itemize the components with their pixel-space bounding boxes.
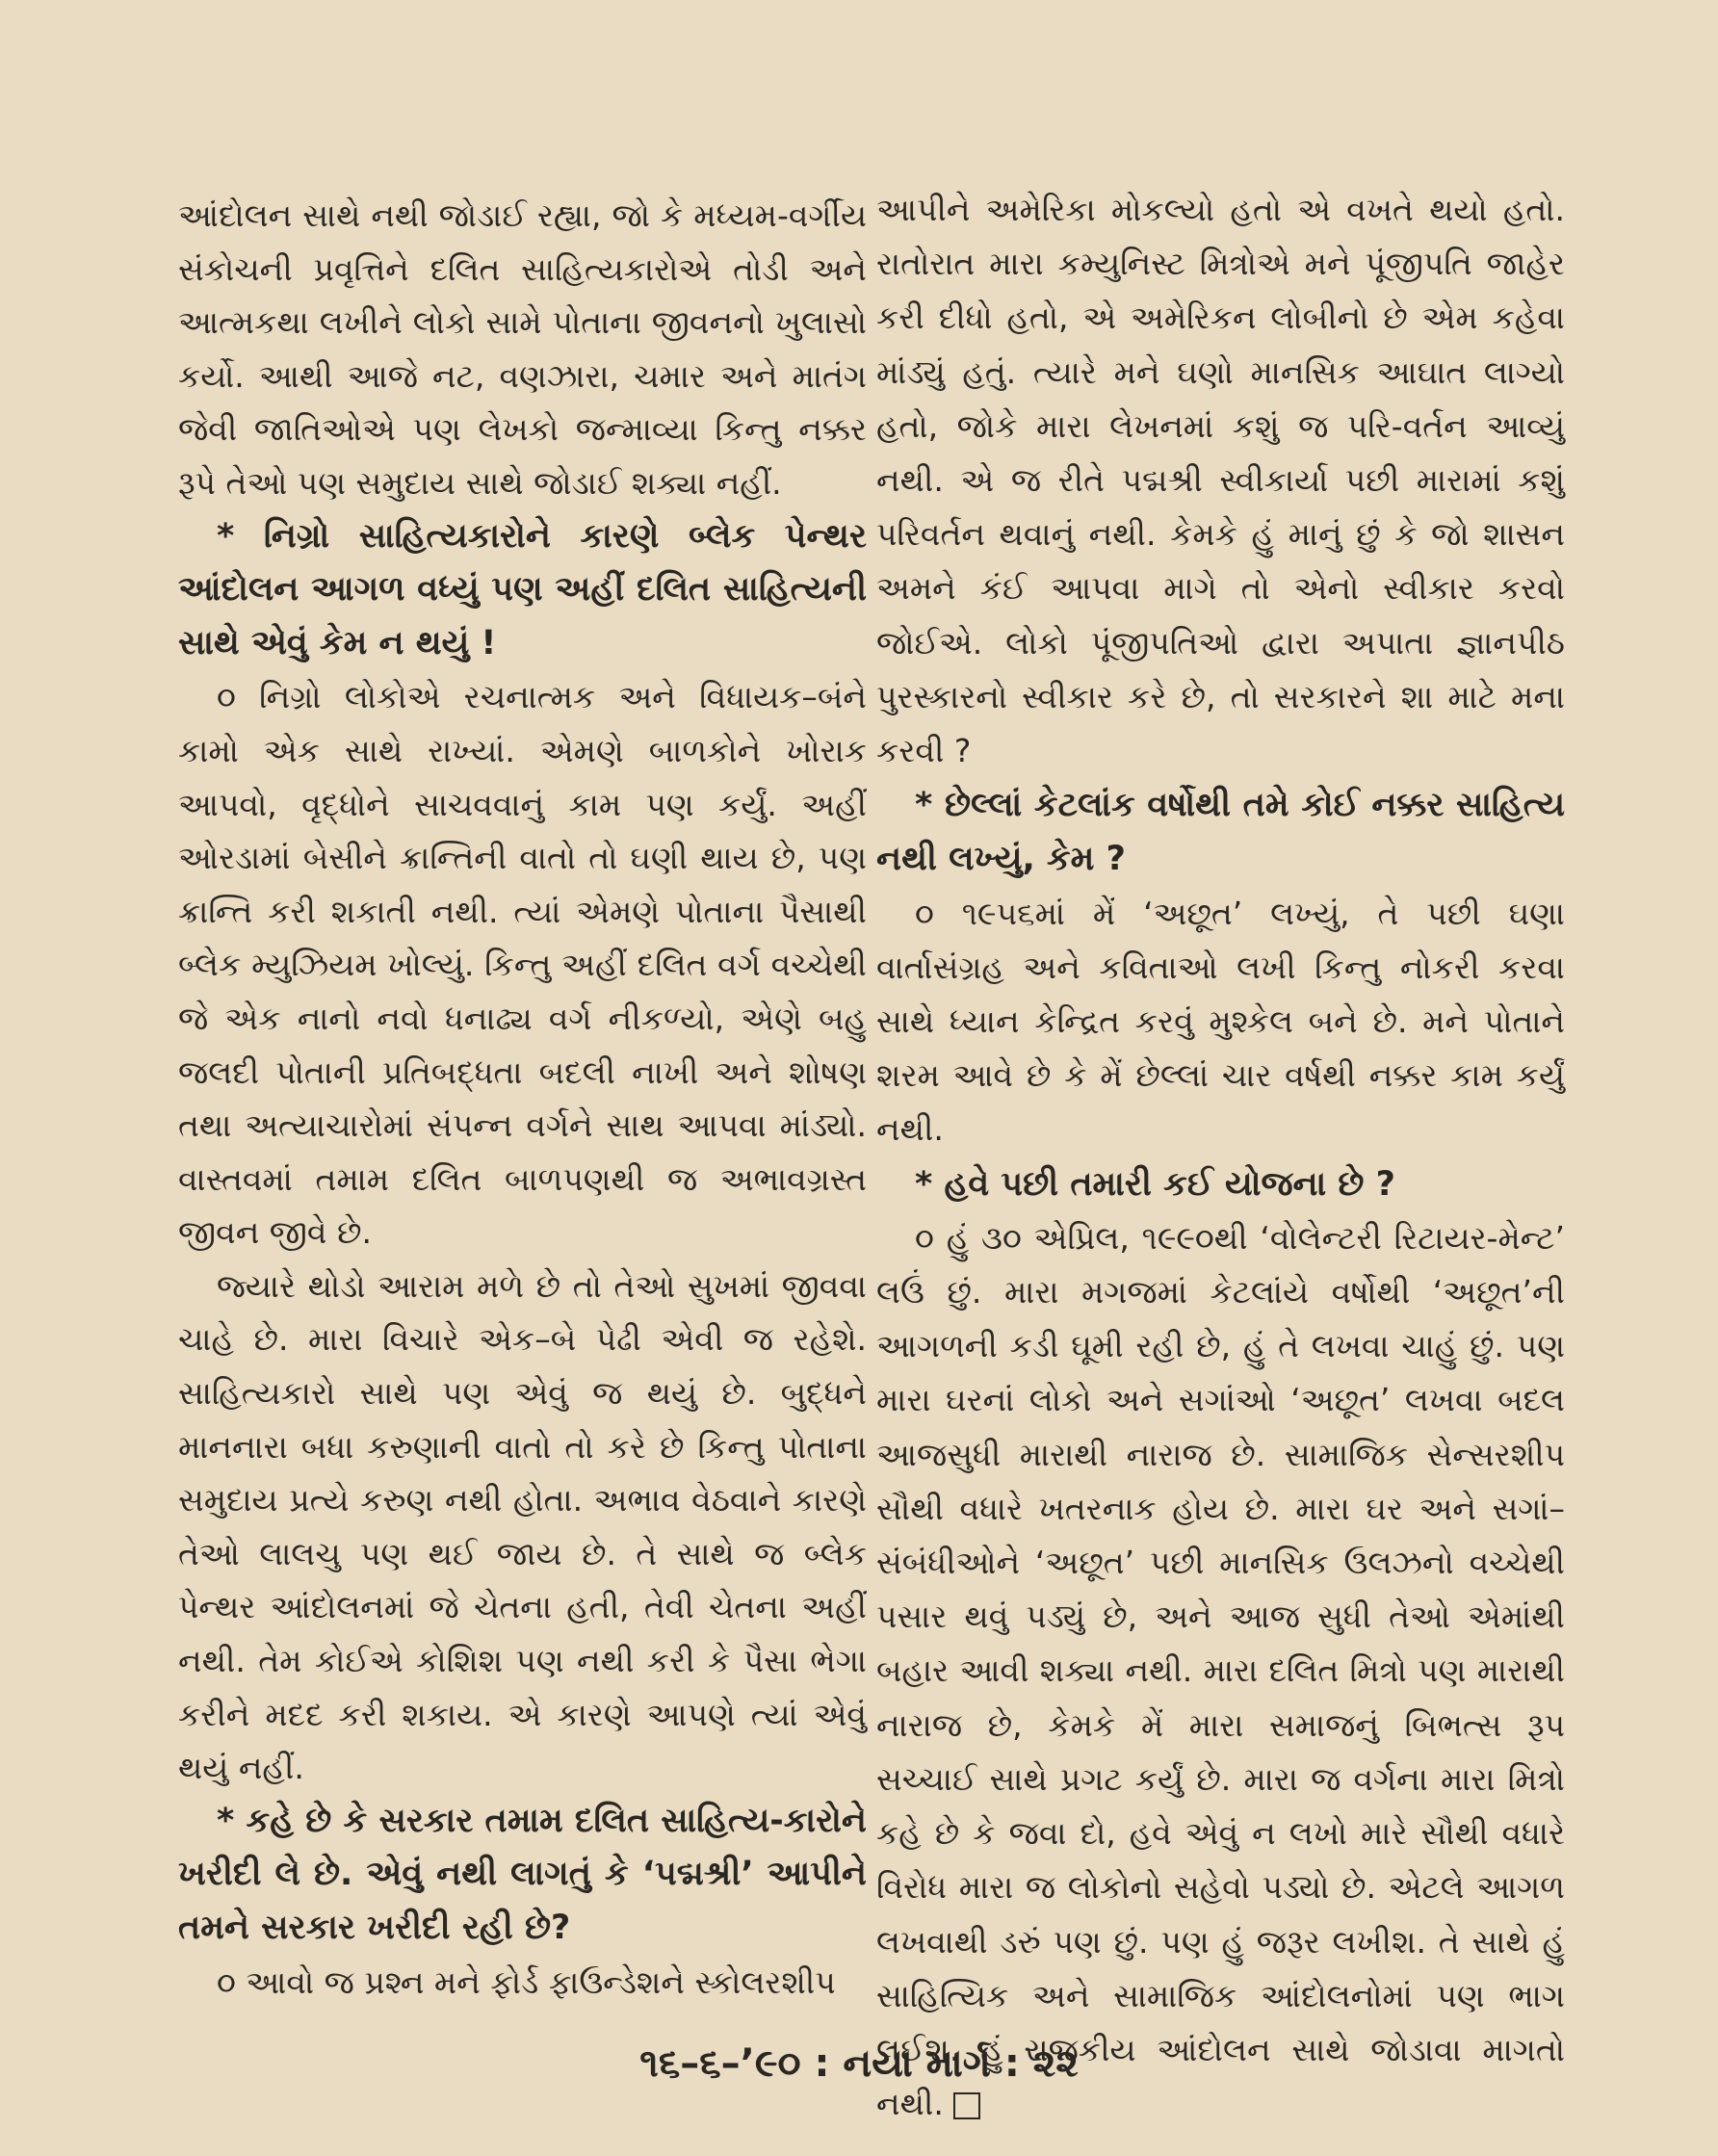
answer-paragraph: જ્યારે થોડો આરામ મળે છે તો તેઓ સુખમાં જીવવા ચાહે છે. મારા વિચારે એક–બે પેઢી એવી જ રહેશે. સાહિત્યકારો સાથે પણ એવું જ થયું છે. બુદ્ધને માનનારા બધા કરુણાની વાતો તો કરે છે કિન્તુ પોતાના સમુદાય પ્રત્યે કરુણ નથી હોતા. અભાવ વેઠવાને કારણે તેઓ લાલચુ પણ થઈ જાય છે. તે સાથે જ બ્લેક પેન્થર આંદોલનમાં જે ચેતના હતી, તેવી ચેતના અહીં નથી. તેમ કોઈએ કોશિશ પણ નથી કરી કે પૈસા ભેગા કરીને મદદ કરી શકાય. એ કારણે આપણે ત્યાં એવું થયું નહીં. [178, 1266, 867, 1787]
page-footer: ૧૬–૬–’૯૦ : નયા માર્ગ : ૨૨ [639, 2041, 1079, 2086]
interview-question: * નિગ્રો સાહિત્યકારોને કારણે બ્લેક પેન્થર આંદોલન આગળ વધ્યું પણ અહીં દલિત સાહિત્યની સાથે એવું કેમ ન થયું ! [178, 516, 867, 662]
end-mark-icon [953, 2092, 980, 2119]
interview-question: * છેલ્લાં કેટલાંક વર્ષોથી તમે કોઈ નક્કર સાહિત્ય નથી લખ્યું, કેમ ? [876, 786, 1565, 879]
answer-paragraph: ૦ નિગ્રો લોકોએ રચનાત્મક અને વિધાયક–બંને કામો એક સાથે રાખ્યાં. એમણે બાળકોને ખોરાક આપવો, વૃદ્ધોને સાચવવાનું કામ પણ કર્યું. અહીં ઓરડામાં બેસીને ક્રાન્તિની વાતો તો ઘણી થાય છે, પણ ક્રાન્તિ કરી શકાતી નથી. ત્યાં એમણે પોતાના પૈસાથી બ્લેક મ્યુઝિયમ ખોલ્યું. કિન્તુ અહીં દલિત વર્ગ વચ્ચેથી જે એક નાનો નવો ધનાઢ્ય વર્ગ નીકળ્યો, એણે બહુ જલદી પોતાની પ્રતિબદ્ધતા બદલી નાખી અને શોષણ તથા અત્યાચારોમાં સંપન્ન વર્ગને સાથ આપવા માંડ્યો. વાસ્તવમાં તમામ દલિત બાળપણથી જ અભાવગ્રસ્ત જીવન જીવે છે. [178, 678, 868, 1252]
answer-paragraph [876, 1211, 1565, 2131]
answer-paragraph: ૦ ૧૯૫૬માં મેં ‘અછૂત’ લખ્યું, તે પછી ઘણા વાર્તાસંગ્રહ અને કવિતાઓ લખી કિન્તુ નોકરી કરવા સાથે ધ્યાન કેન્દ્રિત કરવું મુશ્કેલ બને છે. મને પોતાને શરમ આવે છે કે મેં છેલ્લાં ચાર વર્ષથી નક્કર કામ કર્યું નથી. [876, 894, 1565, 1149]
answer-paragraph: આંદોલન સાથે નથી જોડાઈ રહ્યા, જો કે મધ્યમ-વર્ગીય સંકોચની પ્રવૃત્તિને દલિત સાહિત્યકારોએ તોડી અને આત્મકથા લખીને લોકો સામે પોતાના જીવનનો ખુલાસો કર્યો. આથી આજે નટ, વણઝારા, ચમાર અને માતંગ જેવી જાતિઓએ પણ લેખકો જન્માવ્યા કિન્તુ નક્કર રૂપે તેઓ પણ સમુદાય સાથે જોડાઈ શક્યા નહીં. [178, 196, 867, 502]
interview-question: * કહે છે કે સરકાર તમામ દલિત સાહિત્ય-કારોને ખરીદી લે છે. એવું નથી લાગતું કે ‘પદ્મશ્રી’ આપીને તમને સરકાર ખરીદી રહી છે? [178, 1801, 867, 1947]
interview-question: * હવે પછી તમારી કઈ યોજના છે ? [915, 1164, 1395, 1204]
answer-text: ૦ હું ૩૦ એપ્રિલ, ૧૯૯૦થી ‘વોલેન્ટરી રિટાયર-મેન્ટ’ લઉં છું. મારા મગજમાં કેટલાંયે વર્ષોથી ‘અછૂત’ની આગળની કડી ઘૂમી રહી છે, હું તે લખવા ચાહું છું. પણ મારા ઘરનાં લોકો અને સગાંઓ ‘અછૂત’ લખવા બદલ આજસુધી મારાથી નારાજ છે. સામાજિક સેન્સરશીપ સૌથી વધારે ખતરનાક હોય છે. મારા ઘર અને સગાં–સંબંધીઓને ‘અછૂત’ પછી માનસિક ઉલઝનો વચ્ચેથી પસાર થવું પડ્યું છે, અને આજ સુધી તેઓ એમાંથી બહાર આવી શક્યા નથી. મારા દલિત મિત્રો પણ મારાથી નારાજ છે, કેમકે મેં મારા સમાજનું બિભત્સ રૂપ સચ્ચાઈ સાથે પ્રગટ કર્યું છે. મારા જ વર્ગના મારા મિત્રો કહે છે કે જવા દો, હવે એવું ન લખો મારે સૌથી વધારે વિરોધ મારા જ લોકોનો સહેવો પડ્યો છે. એટલે આગળ લખવાથી ડરું પણ છું. પણ હું જરૂર લખીશ. તે સાથે હું સાહિત્યિક અને સામાજિક આંદોલનોમાં પણ ભાગ લઈશ. હું રાજકીય આંદોલન સાથે જોડાવા માગતો નથી. [876, 1218, 1565, 2123]
left-column [178, 189, 867, 2009]
answer-paragraph: ૦ આવો જ પ્રશ્ન મને ફોર્ડ ફાઉન્ડેશને સ્કોલરશીપ [217, 1962, 836, 2001]
answer-paragraph: આપીને અમેરિકા મોકલ્યો હતો એ વખતે થયો હતો. રાતોરાત મારા કમ્યુનિસ્ટ મિત્રોએ મને પૂંજીપતિ જાહેર કરી દીધો હતો, એ અમેરિકન લોબીનો છે એમ કહેવા માંડ્યું હતું. ત્યારે મને ઘણો માનસિક આઘાત લાગ્યો હતો, જોકે મારા લેખનમાં કશું જ પરિ-વર્તન આવ્યું નથી. એ જ રીતે પદ્મશ્રી સ્વીકાર્યા પછી મારામાં કશું પરિવર્તન થવાનું નથી. કેમકે હું માનું છું કે જો શાસન અમને કંઈ આપવા માગે તો એનો સ્વીકાર કરવો જોઈએ. લોકો પૂંજીપતિઓ દ્વારા અપાતા જ્ઞાનપીઠ પુરસ્કારનો સ્વીકાર કરે છે, તો સરકારને શા માટે મના કરવી ? [876, 191, 1565, 770]
right-column [876, 183, 1565, 2131]
